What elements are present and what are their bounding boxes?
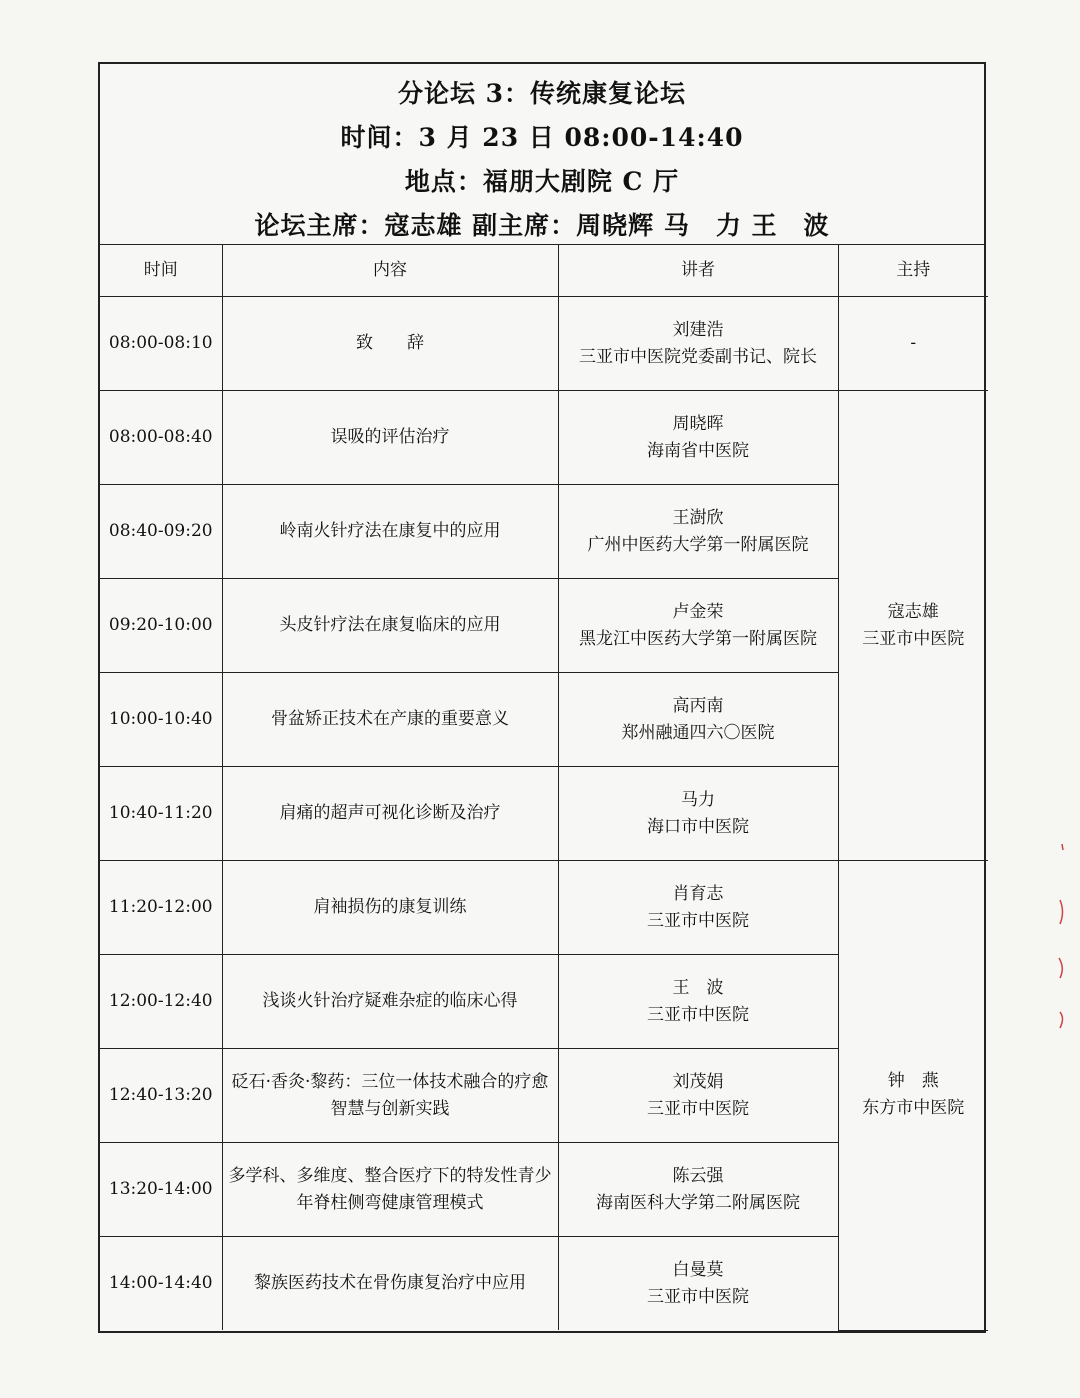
- session-content: 多学科、多维度、整合医疗下的特发性青少年脊柱侧弯健康管理模式: [222, 1143, 558, 1237]
- session-speaker: [558, 485, 838, 579]
- session-speaker: [558, 1143, 838, 1237]
- speaker-name: 马力: [681, 789, 715, 810]
- session-content: 浅谈火针治疗疑难杂症的临床心得: [222, 955, 558, 1049]
- session-time: 09:20-10:00: [100, 579, 222, 673]
- column-header-speaker: 讲者: [558, 245, 838, 297]
- session-host: [838, 297, 988, 391]
- session-speaker: [558, 391, 838, 485]
- speaker-name: 王澍欣: [672, 507, 724, 528]
- session-content: 砭石·香灸·黎药：三位一体技术融合的疗愈智慧与创新实践: [222, 1049, 558, 1143]
- session-time: 12:00-12:40: [100, 955, 222, 1049]
- speaker-org: 三亚市中医院: [647, 910, 749, 931]
- column-header-content: 内容: [222, 245, 558, 297]
- session-speaker: [558, 579, 838, 673]
- session-speaker: [558, 1049, 838, 1143]
- schedule-sheet: [98, 62, 986, 1333]
- speaker-name: 刘建浩: [672, 319, 724, 340]
- host-org: 三亚市中医院: [862, 628, 965, 649]
- speaker-org: 海口市中医院: [647, 816, 749, 837]
- session-content: 头皮针疗法在康复临床的应用: [222, 579, 558, 673]
- session-time: 13:20-14:00: [100, 1143, 222, 1237]
- session-speaker: [558, 767, 838, 861]
- table-row: [100, 297, 988, 391]
- speaker-org: 海南医科大学第二附属医院: [596, 1192, 800, 1213]
- speaker-org: 黑龙江中医药大学第一附属医院: [579, 628, 817, 649]
- session-speaker: [558, 955, 838, 1049]
- session-speaker: [558, 861, 838, 955]
- speaker-org: 三亚市中医院党委副书记、院长: [579, 346, 817, 367]
- session-time: 10:00-10:40: [100, 673, 222, 767]
- session-time: 08:00-08:40: [100, 391, 222, 485]
- session-content: 肩袖损伤的康复训练: [222, 861, 558, 955]
- session-content: 肩痛的超声可视化诊断及治疗: [222, 767, 558, 861]
- forum-title: 分论坛 3：传统康复论坛: [397, 79, 687, 108]
- speaker-name: 白曼莫: [672, 1259, 724, 1280]
- forum-location: 地点：福朋大剧院 C 厅: [404, 167, 680, 196]
- table-header-row: [100, 245, 988, 297]
- session-content: 致 辞: [222, 297, 558, 391]
- table-row: [100, 861, 988, 955]
- session-speaker: [558, 673, 838, 767]
- margin-pen-marks: [1054, 840, 1070, 1040]
- session-time: 12:40-13:20: [100, 1049, 222, 1143]
- speaker-name: 高丙南: [672, 695, 724, 716]
- host-name: 钟 燕: [887, 1071, 939, 1092]
- host-name: -: [910, 333, 917, 353]
- session-time: 08:40-09:20: [100, 485, 222, 579]
- session-time: 10:40-11:20: [100, 767, 222, 861]
- schedule-table: [100, 245, 988, 1331]
- column-header-time: 时间: [100, 245, 222, 297]
- session-time: 14:00-14:40: [100, 1237, 222, 1331]
- table-row: [100, 391, 988, 485]
- speaker-name: 陈云强: [672, 1165, 724, 1186]
- forum-chairs: 论坛主席：寇志雄 副主席：周晓辉 马 力 王 波: [254, 211, 830, 240]
- speaker-name: 肖育志: [672, 883, 724, 904]
- column-header-host: 主持: [838, 245, 988, 297]
- host-org: 东方市中医院: [862, 1098, 965, 1119]
- speaker-org: 广州中医药大学第一附属医院: [587, 534, 809, 555]
- speaker-name: 王 波: [672, 977, 724, 998]
- session-content: 岭南火针疗法在康复中的应用: [222, 485, 558, 579]
- session-host: [838, 391, 988, 861]
- session-time: 11:20-12:00: [100, 861, 222, 955]
- session-speaker: [558, 297, 838, 391]
- session-speaker: [558, 1237, 838, 1331]
- speaker-name: 刘茂娟: [672, 1071, 724, 1092]
- speaker-name: 卢金荣: [672, 601, 724, 622]
- speaker-org: 三亚市中医院: [647, 1098, 749, 1119]
- speaker-name: 周晓晖: [672, 413, 724, 434]
- speaker-org: 海南省中医院: [647, 440, 749, 461]
- speaker-org: 三亚市中医院: [647, 1004, 749, 1025]
- forum-header: [100, 64, 984, 245]
- forum-time: 时间：3 月 23 日 08:00-14:40: [340, 123, 744, 152]
- session-content: 误吸的评估治疗: [222, 391, 558, 485]
- session-host: [838, 861, 988, 1331]
- speaker-org: 三亚市中医院: [647, 1286, 749, 1307]
- speaker-org: 郑州融通四六〇医院: [621, 722, 775, 743]
- session-content: 黎族医药技术在骨伤康复治疗中应用: [222, 1237, 558, 1331]
- session-content: 骨盆矫正技术在产康的重要意义: [222, 673, 558, 767]
- host-name: 寇志雄: [887, 601, 939, 622]
- session-time: 08:00-08:10: [100, 297, 222, 391]
